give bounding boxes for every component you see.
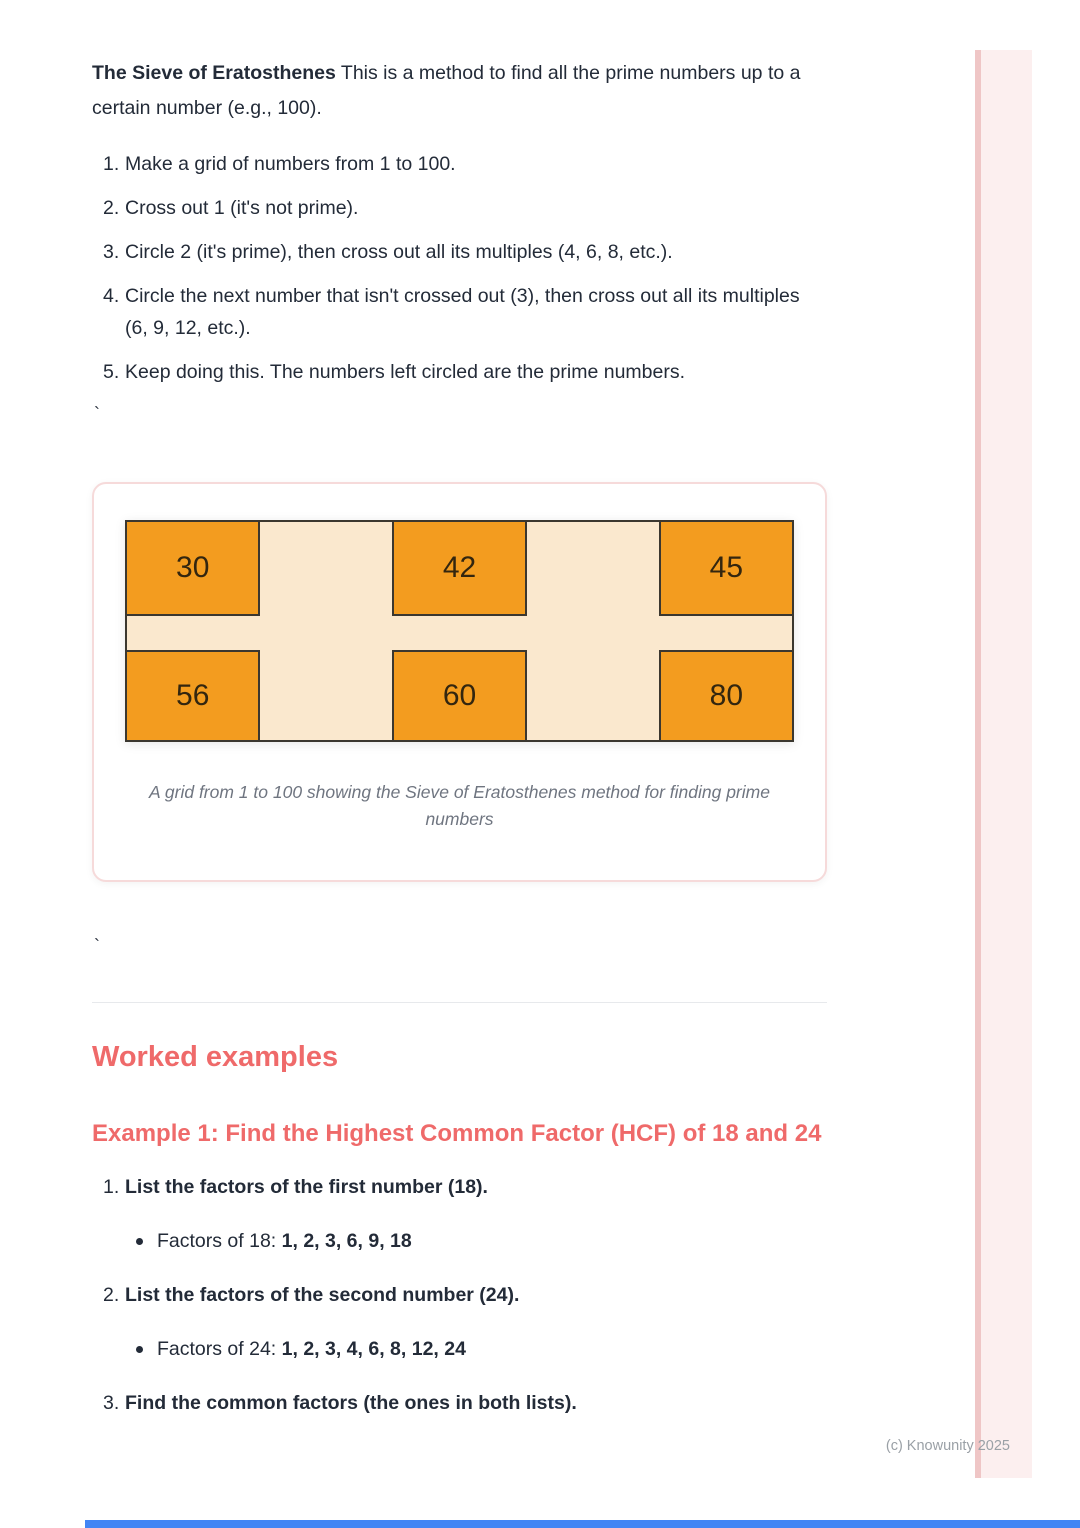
stray-backtick: ` — [94, 936, 100, 956]
list-number: 3. — [103, 1392, 120, 1414]
grid-cell: 42 — [392, 522, 527, 616]
list-item — [92, 280, 827, 344]
section-divider — [92, 1002, 827, 1003]
list-number: 1. — [103, 1176, 120, 1198]
grid-cell: 30 — [127, 522, 260, 616]
grid-gap — [527, 650, 658, 740]
list-number: 1. — [103, 153, 120, 175]
bullet-text — [157, 1227, 412, 1255]
worked-examples-heading: Worked examples — [92, 1041, 339, 1073]
bullet-icon — [136, 1238, 143, 1245]
grid-gap — [260, 522, 391, 616]
document-content — [92, 56, 827, 1443]
list-item — [92, 1389, 827, 1417]
grid-row — [127, 650, 792, 740]
stray-backtick: ` — [94, 404, 100, 424]
list-text: Keep doing this. The numbers left circled are the prime numbers. — [125, 361, 686, 383]
bullet-icon — [136, 1346, 143, 1353]
bullet-label: Factors of 24: — [157, 1338, 282, 1360]
grid-gap — [527, 522, 658, 616]
step-title: List the factors of the first number (18). — [125, 1176, 488, 1198]
grid-cell: 56 — [127, 650, 260, 740]
sieve-steps-list — [92, 148, 827, 388]
bullet-values: 1, 2, 3, 4, 6, 8, 12, 24 — [281, 1338, 466, 1360]
copyright-watermark: (c) Knowunity 2025 — [885, 1438, 1010, 1454]
bullet-label: Factors of 18: — [157, 1230, 282, 1252]
list-item — [92, 192, 827, 224]
list-text: Make a grid of numbers from 1 to 100. — [125, 153, 456, 175]
list-item — [136, 1335, 827, 1363]
grid-cell: 80 — [659, 650, 792, 740]
grid-gap — [260, 650, 391, 740]
sieve-intro-bold: The Sieve of Eratosthenes — [92, 62, 336, 84]
list-number: 5. — [103, 361, 120, 383]
list-number: 3. — [103, 241, 120, 263]
figure-caption: A grid from 1 to 100 showing the Sieve of Eratosthenes method for finding prime numbers — [149, 782, 770, 829]
bullet-text — [157, 1335, 466, 1363]
bullet-values: 1, 2, 3, 6, 9, 18 — [281, 1230, 412, 1252]
list-number: 4. — [103, 285, 120, 307]
list-item — [92, 356, 827, 388]
grid-gap-row — [127, 616, 792, 650]
right-accent-strip — [975, 50, 1032, 1478]
grid-cell: 45 — [659, 522, 792, 616]
list-text: Cross out 1 (it's not prime). — [125, 197, 359, 219]
list-text: Circle the next number that isn't crossed out (3), then cross out all its multiples (6, 9, 12, etc.). — [125, 285, 800, 339]
list-item — [92, 1173, 827, 1201]
list-item — [92, 1281, 827, 1309]
sieve-intro-paragraph — [92, 56, 827, 126]
step-title: List the factors of the second number (24). — [125, 1284, 520, 1306]
list-item — [92, 236, 827, 268]
list-number: 2. — [103, 197, 120, 219]
list-item — [92, 148, 827, 180]
grid-cell: 60 — [392, 650, 527, 740]
step-title: Find the common factors (the ones in both lists). — [125, 1392, 577, 1414]
grid-row — [127, 522, 792, 616]
sieve-grid-image — [125, 520, 794, 742]
figure-card — [92, 482, 827, 882]
example1-heading: Example 1: Find the Highest Common Factor (HCF) of 18 and 24 — [92, 1120, 822, 1147]
example1-steps — [92, 1173, 827, 1417]
sieve-intro-text: This is a method to find all the prime numbers up to a certain number (e.g., 100). — [92, 62, 801, 119]
list-number: 2. — [103, 1284, 120, 1306]
list-item — [136, 1227, 827, 1255]
list-text: Circle 2 (it's prime), then cross out all its multiples (4, 6, 8, etc.). — [125, 241, 673, 263]
bottom-blue-bar — [85, 1520, 1080, 1528]
